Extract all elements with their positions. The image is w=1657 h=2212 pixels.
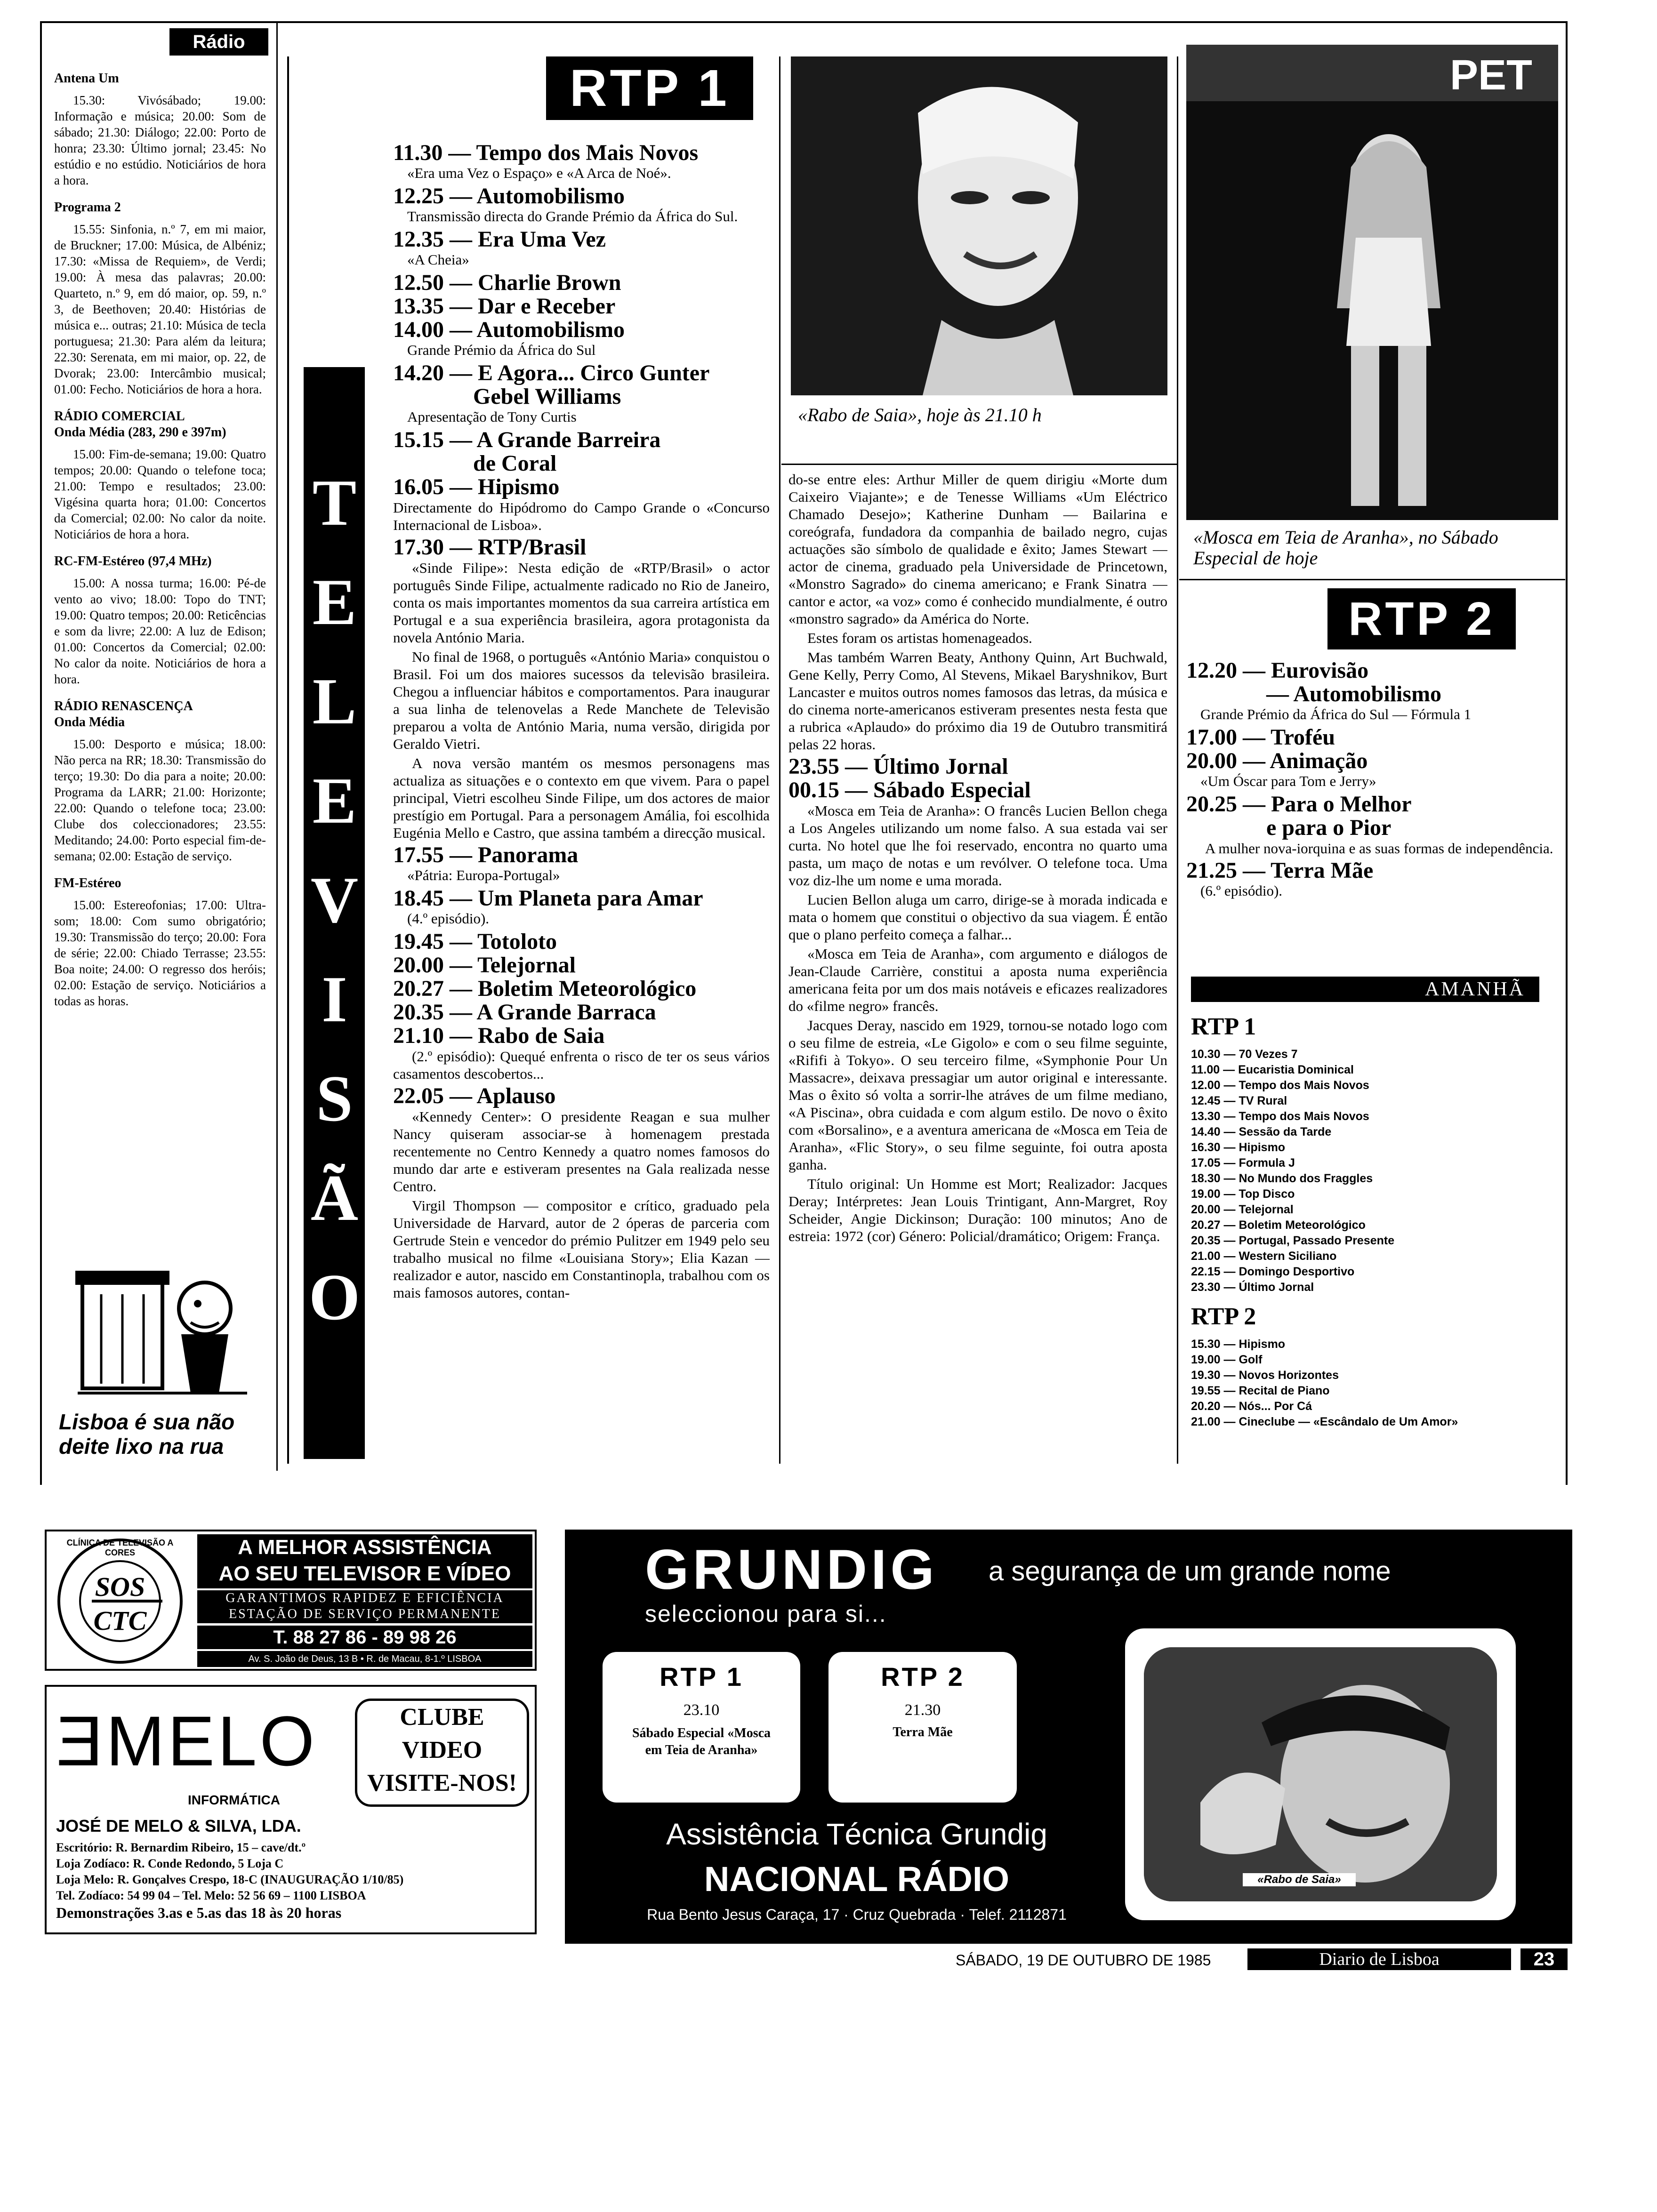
box2-text: Terra Mãe — [893, 1725, 953, 1739]
article-paragraph: A nova versão mantém os mesmos personagens mas actualiza as situações e o contexto em que vivem. Para o papel principal, Vietri escolheu Sinde Filipe, um dos actores de maior prestígio em Portugal. Para a personagem Amália, foi escolhida Eugénia Mello e Castro, que assina também a direcção musical. — [393, 755, 770, 841]
entry-title: A Grande Barraca — [476, 1000, 656, 1025]
rtp1-column — [393, 141, 770, 1459]
entry-title: Um Planeta para Amar — [478, 886, 703, 911]
schedule-item: 19.30 — Novos Horizontes — [1191, 1369, 1339, 1382]
entry-title: Aplauso — [476, 1083, 556, 1108]
rtp1-entry: 12.50 — Charlie Brown — [393, 270, 621, 295]
grundig-nacional: NACIONAL RÁDIO — [704, 1859, 1010, 1899]
entry-time: 11.30 — [393, 141, 443, 165]
amanha-header: AMANHÃ — [1191, 977, 1539, 1002]
melo-company: JOSÉ DE MELO & SILVA, LDA. — [56, 1816, 301, 1835]
radio-section-title: Programa 2 — [54, 200, 121, 215]
grundig-tv — [1125, 1628, 1516, 1920]
schedule-item: 20.27 — Boletim Meteorológico — [1191, 1218, 1366, 1232]
entry-title: Boletim Meteorológico — [478, 976, 697, 1001]
entry-title: Sábado Especial — [873, 777, 1031, 802]
entry-time: 18.45 — [393, 886, 444, 911]
entry-title: Animação — [1270, 748, 1368, 773]
entry-title: Para o Melhor — [1271, 792, 1412, 817]
entry-title: A Grande Barreira — [476, 427, 661, 452]
radio-section-text: 15.00: Desporto e música; 18.00: Não perca na RR; 18.30: Transmissão do terço; 19.30: Do dia para a noite; 20.00: Programa da LARR; 21.00: Horizonte; 22.00: Quando o telefone toca; 23.00: Clube dos coleccionadores; 23.55: Meditando; 24.00: Porto especial fim-de-semana; 02.00: Estação de serviço. — [54, 737, 266, 863]
rtp1-entry: 15.15 — A Grande Barreira de Coral — [393, 428, 770, 475]
schedule-item: 20.20 — Nós... Por Cá — [1191, 1400, 1312, 1413]
cartoon-slogan: Lisboa é sua não deite lixo na rua — [59, 1410, 235, 1459]
sos-headline-2: AO SEU TELEVISOR E VÍDEO — [218, 1562, 511, 1585]
sos-address: Av. S. João de Deus, 13 B • R. de Macau, 8-1.º LISBOA — [197, 1651, 532, 1667]
rtp2-logo: RTP 2 — [1327, 588, 1516, 649]
sos-logo-top: SOS — [95, 1571, 145, 1602]
entry-title: Troféu — [1271, 725, 1335, 750]
frame-left — [40, 21, 42, 1485]
radio-section-programa-2 — [54, 200, 266, 397]
schedule-item: 22.15 — Domingo Desportivo — [1191, 1265, 1355, 1278]
entry-title: Eurovisão — [1271, 659, 1369, 683]
entry-time: 20.25 — [1186, 792, 1237, 817]
tv-caption: «Rabo de Saia» — [1243, 1873, 1356, 1886]
rtp1-entry: 18.45 — Um Planeta para Amar (4.º episódio). — [393, 887, 770, 927]
entry-time: 21.25 — [1186, 858, 1237, 883]
melo-logo: ƎMELO — [56, 1701, 318, 1780]
photo-sign-text: PET — [1450, 52, 1533, 99]
schedule-item: 10.30 — 70 Vezes 7 — [1191, 1048, 1298, 1061]
box1-text: Sábado Especial «Mosca em Teia de Aranha» — [632, 1726, 771, 1757]
entry-desc: A mulher nova-iorquina e as suas formas de independência. — [1205, 840, 1553, 857]
amanha-rtp1-title: RTP 1 — [1191, 1013, 1256, 1040]
caption-rule-2 — [1179, 579, 1565, 580]
rtp1-entry: 14.00 — Automobilismo Grande Prémio da África do Sul — [393, 318, 770, 359]
rtp1-entry: 12.35 — Era Uma Vez «A Cheia» — [393, 228, 770, 268]
rtp1-entry: 23.55 — Último Jornal — [788, 754, 1008, 779]
entry-title: Hipismo — [478, 474, 560, 499]
schedule-item: 19.55 — Recital de Piano — [1191, 1384, 1330, 1397]
box1-time: 23.10 — [683, 1701, 720, 1719]
radio-section-title: Antena Um — [54, 71, 119, 86]
schedule-item: 21.00 — Cineclube — «Escândalo de Um Amor» — [1191, 1415, 1458, 1428]
rtp1-entry: 21.10 — Rabo de Saia (2.º episódio): Quequé enfrenta o risco de ter os seus vários casamentos descobertos... — [393, 1023, 770, 1082]
television-banner — [298, 367, 371, 1459]
entry-title: RTP/Brasil — [478, 535, 587, 560]
melo-logo-sub: INFORMÁTICA — [188, 1793, 280, 1807]
column-rule-3 — [1177, 56, 1178, 1464]
radio-section-comercial — [54, 409, 266, 542]
frame-right — [1566, 21, 1568, 1485]
radio-section-title: RC-FM-Estéreo (97,4 MHz) — [54, 554, 212, 569]
entry-desc: Directamente do Hipódromo do Campo Grande o «Concurso Internacional de Lisboa». — [393, 499, 770, 533]
entry-title: Terra Mãe — [1271, 858, 1374, 883]
entry-desc: «Era uma Vez o Espaço» e «A Arca de Noé». — [407, 165, 671, 181]
woman-standing-photo-icon — [1186, 45, 1558, 520]
entry-title: Tempo dos Mais Novos — [476, 141, 699, 165]
radio-header: Rádio — [169, 28, 268, 56]
entry-title: E Agora... Circo Gunter — [478, 361, 710, 385]
radio-section-title: RÁDIO COMERCIAL Onda Média (283, 290 e 397m) — [54, 409, 226, 440]
sos-sub-1: GARANTIMOS RAPIDEZ E EFICIÊNCIA — [225, 1591, 504, 1605]
melo-club-1: CLUBE — [400, 1704, 484, 1731]
rtp1-entry: 17.55 — Panorama «Pátria: Europa-Portugal» — [393, 843, 770, 884]
box2-logo: RTP 2 — [881, 1662, 965, 1691]
article-paragraph: Título original: Un Homme est Mort; Realizador: Jacques Deray; Intérpretes: Jean Louis Trintigant, Ann-Margret, Roy Scheider, Angie Dickinson; Duração: 100 minutos; Ano de estreia: 1972 (cor) Género: Policial/dramático; Origem: França. — [788, 1176, 1167, 1244]
amanha-rtp1-list — [1191, 1047, 1558, 1295]
rtp1-entry: 13.35 — Dar e Receber — [393, 294, 616, 319]
grundig-box-rtp2 — [828, 1652, 1017, 1803]
rtp1-entry: 16.05 — Hipismo Directamente do Hipódromo do Campo Grande o «Concurso Internacional de Lisboa». — [393, 474, 770, 533]
entry-time: 20.27 — [393, 976, 444, 1001]
entry-title-cont: — Automobilismo — [1266, 681, 1442, 706]
entry-time: 20.00 — [393, 953, 444, 978]
article-paragraph: «Sinde Filipe»: Nesta edição de «RTP/Brasil» o actor português Sinde Filipe, actualmente radicado no Rio de Janeiro, conta os mais importantes momentos da sua carreira artística em Portugal e a sua experiência brasileira, agora protagonista da novela António Maria. — [393, 560, 770, 646]
tv-screen — [1144, 1647, 1497, 1901]
entry-title: Automobilismo — [476, 184, 625, 208]
article-paragraph: Jacques Deray, nascido em 1929, tornou-se notado logo com o seu filme de estreia, «Le Gigolo» e com o seu filme seguinte, «Rififi à Tokyo». O seu terceiro filme, «Symphonie Pour Un Massacre», deixava pressagiar um autor original e interessante. Mas o êxito só volta a sorrir-lhe atráves de um filme mediano, «A Piscina», obra cuidada e com algum estilo. De novo o êxito com «Borsalino», e a aventura americana de «Mosca em Teia de Aranha», «Flic Story», o seu filme seguinte, foi outra aposta ganha. — [788, 1017, 1167, 1173]
melo-line-1: Escritório: R. Bernardim Ribeiro, 15 – cave/dt.º — [56, 1841, 306, 1854]
schedule-item: 14.40 — Sessão da Tarde — [1191, 1125, 1332, 1138]
banner-rule-top — [287, 56, 289, 1464]
ad-melo — [45, 1685, 537, 1934]
sos-headline-box — [197, 1534, 532, 1588]
sos-logo-bottom: CTC — [93, 1605, 147, 1636]
amanha-rtp2-list — [1191, 1337, 1558, 1430]
radio-section-text: 15.55: Sinfonia, n.º 7, em mi maior, de Bruckner; 17.00: Música, de Albéniz; 17.30: «Missa de Requiem», de Verdi; 19.00: À mesa das palavras; 20.00: Quarteto, n.º 9, em dó maior, op. 59, n.º 3, de Beethoven; 20.40: Histórias de música e... outras; 21.10: Música de tecla portuguesa; 21.30: Para além da leitura; 22.30: Serenata, em mi maior, op. 22, de Dvorak; 23.00: Intercâmbio musical; 01.00: Fecho. Noticiários de hora a hora. — [54, 222, 266, 396]
television-banner-text: TELEVISÃO — [298, 466, 371, 1360]
column-3-article — [788, 471, 1167, 1464]
entry-time: 13.35 — [393, 294, 444, 319]
schedule-item: 20.35 — Portugal, Passado Presente — [1191, 1234, 1395, 1247]
article-paragraph: Lucien Bellon aluga um carro, dirige-se à morada indicada e mata o homem que constitui o objectivo da sua viagem. É então que o plano perfeito começa a falhar... — [788, 891, 1167, 943]
entry-desc: Grande Prémio da África do Sul — Fórmula 1 — [1200, 706, 1472, 722]
rtp2-column — [1186, 659, 1560, 951]
woman-portrait-icon — [791, 56, 1167, 395]
schedule-item: 15.30 — Hipismo — [1191, 1338, 1286, 1351]
rtp1-entry: 20.27 — Boletim Meteorológico — [393, 976, 697, 1001]
schedule-item: 17.05 — Formula J — [1191, 1156, 1295, 1170]
grundig-select: seleccionou para si... — [645, 1601, 887, 1627]
entry-title: Automobilismo — [476, 317, 625, 342]
entry-title: Rabo de Saia — [478, 1023, 605, 1048]
schedule-item: 12.00 — Tempo dos Mais Novos — [1191, 1079, 1369, 1092]
entry-desc: «Um Óscar para Tom e Jerry» — [1200, 773, 1376, 789]
entry-time: 12.35 — [393, 227, 444, 252]
article-paragraph: «Mosca em Teia de Aranha»: O francês Lucien Bellon chega a Los Angeles utilizando um nome falso. A sua estada vai ser curta. No hotel que lhe foi reservado, encontra no quarto uma pasta, um maço de notas e um revólver. O telefone toca. Uma voz diz-lhe um nome e uma morada. — [788, 802, 1167, 889]
radio-column — [54, 61, 266, 1224]
grundig-assist: Assistência Técnica Grundig — [666, 1817, 1047, 1851]
entry-title: Telejornal — [477, 953, 576, 978]
schedule-item: 12.45 — TV Rural — [1191, 1094, 1287, 1107]
footer-paper: Diario de Lisboa — [1247, 1948, 1511, 1970]
sos-ring-text: CLÍNICA DE TELEVISÃO A CORES — [66, 1538, 174, 1557]
entry-time: 23.55 — [788, 754, 839, 779]
rtp2-entry: 12.20 — Eurovisão — Automobilismo Grande Prémio da África do Sul — Fórmula 1 — [1186, 659, 1560, 723]
schedule-item: 21.00 — Western Siciliano — [1191, 1250, 1337, 1263]
entry-time: 21.10 — [393, 1023, 444, 1048]
entry-desc: «Pátria: Europa-Portugal» — [407, 867, 560, 883]
schedule-item: 16.30 — Hipismo — [1191, 1141, 1286, 1154]
radio-section-text: 15.00: Fim-de-semana; 19.00: Quatro tempos; 20.00: Quando o telefone toca; 21.00: Tempo e resultados; 23.00: Vigésina quarta hora; 01.00: Concertos da Comercial; 02.00: No calor da noite. Noticiários de hora a hora. — [54, 447, 266, 541]
melo-line-4: Tel. Zodíaco: 54 99 04 – Tel. Melo: 52 56 69 – 1100 LISBOA — [56, 1889, 366, 1902]
melo-line-5: Demonstrações 3.as e 5.as das 18 às 20 horas — [56, 1904, 342, 1921]
photo-rabo-de-saia — [791, 56, 1167, 395]
rtp1-entry: 22.05 — Aplauso — [393, 1083, 556, 1108]
article-paragraph: Estes foram os artistas homenageados. — [807, 630, 1032, 646]
schedule-item: 19.00 — Golf — [1191, 1353, 1263, 1366]
caption-rule — [781, 464, 1177, 465]
melo-line-2: Loja Zodíaco: R. Conde Redondo, 5 Loja C — [56, 1857, 284, 1870]
entry-time: 12.50 — [393, 270, 444, 295]
photo-caption: «Rabo de Saia», hoje às 21.10 h — [798, 404, 1042, 425]
entry-title: Último Jornal — [873, 754, 1008, 779]
rtp2-entry: 17.00 — Troféu — [1186, 725, 1335, 750]
sos-headline-1: A MELHOR ASSISTÊNCIA — [238, 1536, 492, 1559]
entry-time: 17.30 — [393, 535, 444, 560]
schedule-item: 23.30 — Último Jornal — [1191, 1281, 1314, 1294]
entry-title-cont: Gebel Williams — [473, 384, 621, 409]
rtp1-entry: 17.30 — RTP/Brasil — [393, 535, 587, 560]
entry-time: 17.55 — [393, 842, 444, 867]
entry-time: 00.15 — [788, 777, 839, 802]
rtp1-entry: 20.00 — Telejornal — [393, 953, 576, 978]
entry-title: Era Uma Vez — [478, 227, 606, 252]
rtp2-entry: 20.25 — Para o Melhor e para o Pior A mulher nova-iorquina e as suas formas de independência. — [1186, 793, 1560, 857]
entry-desc: (4.º episódio). — [407, 910, 490, 927]
rtp1-entry: 20.35 — A Grande Barraca — [393, 1000, 656, 1025]
entry-title-cont: de Coral — [473, 451, 557, 476]
entry-time: 15.15 — [393, 427, 444, 452]
entry-time: 20.00 — [1186, 748, 1237, 773]
entry-time: 14.20 — [393, 361, 444, 385]
entry-time: 19.45 — [393, 929, 444, 954]
entry-time: 16.05 — [393, 474, 444, 499]
article-paragraph: Virgil Thompson — compositor e crítico, graduado pela Universidade de Harvard, autor de 2 óperas de parceria com Gertrude Stein e vencedor do prémio Pulitzer em 1949 pelo seu trabalho musical no filme «Louisiana Story»; Elia Kazan — realizador e autor, nascido em Constantinopla, trabalhou com os mais famosos autores, contan- — [393, 1197, 770, 1301]
grundig-box-rtp1 — [603, 1652, 800, 1803]
radio-section-antena-um — [54, 71, 266, 188]
radio-section-renascenca — [54, 698, 266, 864]
radio-section-text: 15.30: Vivósábado; 19.00: Informação e música; 20.00: Som de sábado; 21.30: Diálogo; 22.00: Porto de honra; 23.30: Último jornal; 23.45: No estúdio e no estúdio. Noticiários de hora a hora. — [54, 93, 266, 187]
footer-date: SÁBADO, 19 DE OUTUBRO DE 1985 — [956, 1952, 1211, 1969]
radio-section-text: 15.00: A nossa turma; 16.00: Pé-de vento ao vivo; 18.00: Topo do TNT; 19.00: Quatro tempos; 20.00: Reticências e som da livre; 22.00: A luz de Edison; 01.00: Concertos da Comercial; 02.00: No calor da noite. Noticiários de hora a hora. — [54, 576, 266, 686]
entry-time: 12.25 — [393, 184, 444, 208]
entry-desc: Transmissão directa do Grande Prémio da África do Sul. — [407, 208, 738, 224]
amanha-schedule — [1191, 1012, 1558, 1464]
entry-desc: Grande Prémio da África do Sul — [407, 342, 596, 358]
entry-title: Charlie Brown — [478, 270, 621, 295]
article-paragraph: «Kennedy Center»: O presidente Reagan e sua mulher Nancy quiseram associar-se à homenagem prestada recentemente no Centro Kennedy a quatro nomes famosos do mundo dar arte e estiveram presentes na Gala realizada nesse Centro. — [393, 1108, 770, 1194]
rtp1-entry: 00.15 — Sábado Especial — [788, 777, 1031, 802]
melo-line-3: Loja Melo: R. Gonçalves Crespo, 18-C (INAUGURAÇÃO 1/10/85) — [56, 1873, 404, 1886]
radio-section-title: RÁDIO RENASCENÇA Onda Média — [54, 699, 193, 729]
entry-time: 22.05 — [393, 1083, 444, 1108]
photo-caption-mosca: «Mosca em Teia de Aranha», no Sábado Especial de hoje — [1193, 527, 1498, 569]
sos-phone: T. 88 27 86 - 89 98 26 — [197, 1626, 532, 1649]
entry-desc: Apresentação de Tony Curtis — [407, 409, 577, 425]
column-rule-2 — [779, 56, 780, 1464]
radio-section-fm-estereo — [54, 875, 266, 1009]
amanha-rtp2-title: RTP 2 — [1191, 1303, 1256, 1330]
rtp2-entry: 21.25 — Terra Mãe (6.º episódio). — [1186, 859, 1560, 899]
rtp2-entry: 20.00 — Animação «Um Óscar para Tom e Jerry» — [1186, 749, 1560, 790]
schedule-item: 11.00 — Eucaristia Dominical — [1191, 1063, 1354, 1076]
rtp1-entry: 12.25 — Automobilismo Transmissão directa do Grande Prémio da África do Sul. — [393, 184, 770, 225]
sos-sub-2: ESTAÇÃO DE SERVIÇO PERMANENTE — [229, 1607, 501, 1621]
grundig-brand: GRUNDIG — [645, 1538, 938, 1601]
melo-details — [56, 1840, 527, 1922]
rtp1-entry: 14.20 — E Agora... Circo Gunter Gebel Williams Apresentação de Tony Curtis — [393, 361, 770, 425]
sos-logo — [49, 1534, 191, 1668]
article-paragraph: No final de 1968, o português «António Maria» conquistou o Brasil. Foi um dos maiores sucessos da televisão brasileira. Chegou a influenciar hábitos e comportamentos. Para inaugurar a sua linha de telenovelas a Rede Manchete de Televisão preparou a volta de António Maria, numa versão, dirigida por Geraldo Vietri. — [393, 649, 770, 752]
entry-title: Dar e Receber — [478, 294, 616, 319]
trash-can-icon — [49, 1252, 264, 1407]
entry-time: 17.00 — [1186, 725, 1237, 750]
cartoon-litter — [49, 1252, 264, 1468]
photo-mosca — [1186, 45, 1558, 520]
article-paragraph: «Mosca em Teia de Aranha», com argumento e diálogos de Jean-Claude Carrière, constitui a aposta numa experiência americana feita por um dos mais notáveis e eficazes realizadores do «filme negro» francês. — [788, 946, 1167, 1014]
tv-portrait-icon — [1144, 1647, 1497, 1901]
sos-sub-box — [197, 1590, 532, 1623]
radio-section-text: 15.00: Estereofonias; 17.00: Ultra-som; 18.00: Com sumo obrigatório; 19.30: Transmissão do terço; 20.00: Fora de série; 22.00: Chiado Terrasse; 23.55: Boa noite; 24.00: O regresso dos heróis; 02.00: Estação de serviço. Noticiários a todas as horas. — [54, 898, 266, 1008]
melo-club-3: VISITE-NOS! — [367, 1770, 517, 1796]
entry-title: Totoloto — [477, 929, 557, 954]
column-rule-1 — [276, 21, 278, 1471]
grundig-tagline: a segurança de um grande nome — [989, 1556, 1391, 1587]
entry-time: 14.00 — [393, 317, 444, 342]
entry-title-cont: e para o Pior — [1266, 815, 1392, 840]
melo-club-box — [355, 1699, 529, 1807]
rtp1-entry: 11.30 — Tempo dos Mais Novos «Era uma Vez o Espaço» e «A Arca de Noé». — [393, 141, 770, 182]
article-paragraph: Mas também Warren Beaty, Anthony Quinn, Art Buchwald, Gene Kelly, Perry Como, Al Stevens, Mikael Baryshnikov, Burt Lancaster e muitos outros nomes famosos das letras, da música e do cinema norte-americanos estiveram presentes nesta festa que a rubrica «Aplaudo» do próximo dia 19 de Outubro transmitirá pelas 22 horas. — [788, 649, 1167, 753]
ad-grundig — [565, 1530, 1572, 1944]
radio-section-title: FM-Estéreo — [54, 876, 121, 890]
schedule-item: 18.30 — No Mundo dos Fraggles — [1191, 1172, 1373, 1185]
schedule-item: 19.00 — Top Disco — [1191, 1187, 1295, 1201]
grundig-address: Rua Bento Jesus Caraça, 17 · Cruz Quebrada · Telef. 2112871 — [647, 1906, 1067, 1923]
entry-desc: (2.º episódio): Quequé enfrenta o risco de ter os seus vários casamentos descobertos... — [393, 1048, 770, 1082]
box2-time: 21.30 — [904, 1701, 941, 1719]
entry-time: 12.20 — [1186, 659, 1237, 683]
entry-time: 20.35 — [393, 1000, 444, 1025]
entry-title: Panorama — [478, 842, 579, 867]
ad-sos — [45, 1530, 537, 1671]
article-paragraph: do-se entre eles: Arthur Miller de quem dirigiu «Morte dum Caixeiro Viajante»; e de Tenesse Williams «Um Eléctrico Chamado Desejo»; Katherine Dunham — Bailarina e coreógrafa, fundadora da companhia de bailado negro, cujas actuações são símbolo de qualidade e êxito; James Stewart — actor de cinema, graduado pela Universidade de Princetown, «Monstro Sagrado» do cinema americano; e Frank Sinatra — cantor e actor, «a voz» como é conhecido mundialmente, é outro «monstro sagrado» da América do Norte. — [788, 471, 1167, 627]
radio-section-rc-fm — [54, 553, 266, 687]
entry-desc: (6.º episódio). — [1200, 882, 1283, 899]
rtp1-entry: 19.45 — Totoloto — [393, 929, 557, 954]
schedule-item: 13.30 — Tempo dos Mais Novos — [1191, 1110, 1369, 1123]
rtp1-logo: RTP 1 — [546, 56, 753, 120]
melo-club-2: VIDEO — [402, 1737, 483, 1763]
frame-top — [40, 21, 1568, 23]
box1-logo: RTP 1 — [660, 1662, 743, 1691]
schedule-item: 20.00 — Telejornal — [1191, 1203, 1294, 1216]
footer-page: 23 — [1520, 1948, 1568, 1970]
entry-desc: «A Cheia» — [407, 251, 469, 268]
